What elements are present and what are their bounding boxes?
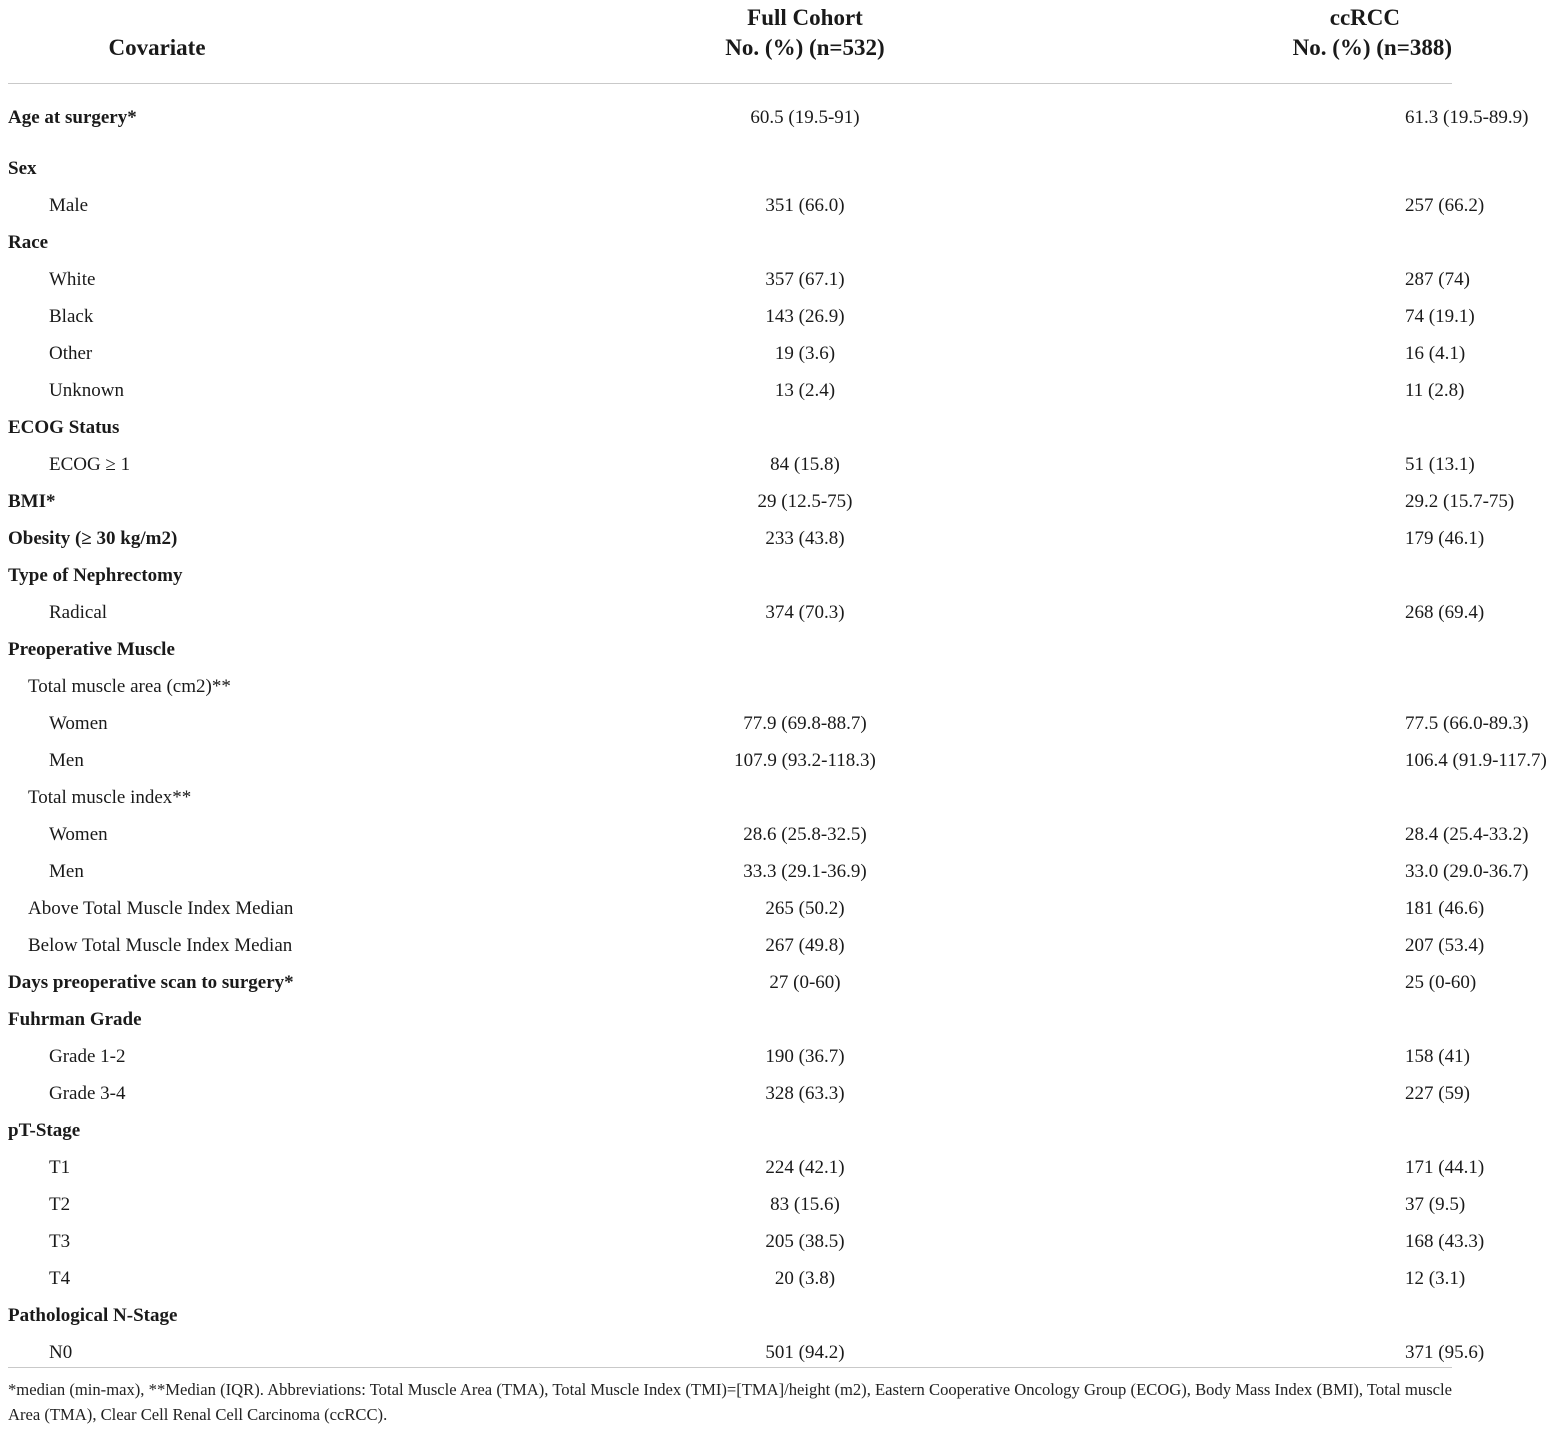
- covariate-cell: T3: [49, 1230, 71, 1252]
- header-ccrcc-title: ccRCC: [1329, 5, 1400, 30]
- ccrcc-cell: [1018, 1075, 1470, 1112]
- full-cohort-value: 33.3 (29.1-36.9): [743, 860, 867, 882]
- covariate-cell: Men: [49, 749, 84, 771]
- ccrcc-value: 181 (46.6): [1405, 897, 1485, 919]
- ccrcc-cell: [1018, 705, 1529, 742]
- full-cohort-value: 27 (0-60): [769, 971, 841, 993]
- covariate-cell: Age at surgery*: [8, 107, 137, 128]
- covariate-cell: Women: [49, 712, 108, 734]
- table-row: [8, 187, 1452, 224]
- ccrcc-cell: [1018, 1149, 1485, 1186]
- covariate-cell: Obesity (≥ 30 kg/m2): [8, 527, 178, 549]
- header-full-cohort-title: Full Cohort: [747, 5, 863, 30]
- header-full-cohort-subtitle: No. (%) (n=532): [725, 35, 885, 60]
- table-row: [8, 1186, 1452, 1223]
- full-cohort-value: 267 (49.8): [765, 934, 845, 956]
- ccrcc-value: 179 (46.1): [1405, 527, 1485, 549]
- covariate-cell: Grade 1-2: [49, 1045, 126, 1067]
- table-row: [8, 520, 1452, 557]
- table-row: [8, 890, 1452, 927]
- full-cohort-value: 29 (12.5-75): [757, 490, 853, 512]
- full-cohort-cell: [468, 557, 1018, 594]
- ccrcc-cell: [1018, 779, 1452, 816]
- covariate-cell: Black: [49, 305, 94, 327]
- covariate-cell: T4: [49, 1267, 71, 1289]
- full-cohort-value: 351 (66.0): [765, 194, 845, 216]
- full-cohort-cell: [468, 1223, 1018, 1260]
- table-row: [8, 816, 1452, 853]
- covariate-cell: Men: [49, 860, 84, 882]
- table-row: [8, 261, 1452, 298]
- ccrcc-cell: [1018, 335, 1466, 372]
- table-row: [8, 1149, 1452, 1186]
- full-cohort-value: 83 (15.6): [770, 1193, 840, 1215]
- covariate-cell: Fuhrman Grade: [8, 1008, 142, 1030]
- table-row: [8, 84, 1452, 151]
- header-row: [8, 0, 1452, 84]
- table-row: [8, 964, 1452, 1001]
- covariate-cell: T1: [49, 1156, 71, 1178]
- full-cohort-cell: [468, 964, 1018, 1001]
- table-body: [8, 84, 1547, 1373]
- header-covariate: [8, 0, 468, 84]
- ccrcc-cell: [1018, 1001, 1452, 1038]
- full-cohort-value: 28.6 (25.8-32.5): [743, 823, 867, 845]
- full-cohort-value: 60.5 (19.5-91): [750, 107, 860, 128]
- full-cohort-value: 77.9 (69.8-88.7): [743, 712, 867, 734]
- ccrcc-cell: [1018, 927, 1485, 964]
- full-cohort-cell: [468, 1038, 1018, 1075]
- ccrcc-value: 37 (9.5): [1405, 1193, 1466, 1215]
- ccrcc-value: 158 (41): [1405, 1045, 1470, 1067]
- table-row: [8, 631, 1452, 668]
- full-cohort-cell: [468, 446, 1018, 483]
- ccrcc-cell: [1018, 853, 1529, 890]
- table-row: [8, 1223, 1452, 1260]
- full-cohort-cell: [468, 150, 1018, 187]
- full-cohort-cell: [468, 261, 1018, 298]
- covariate-cell: Type of Nephrectomy: [8, 564, 183, 586]
- ccrcc-cell: [1018, 1038, 1470, 1075]
- covariate-cell: Radical: [49, 601, 108, 623]
- covariate-cell: Race: [8, 231, 49, 253]
- ccrcc-value: 25 (0-60): [1405, 971, 1477, 993]
- ccrcc-cell: [1018, 1297, 1452, 1334]
- ccrcc-value: 168 (43.3): [1405, 1230, 1485, 1252]
- table-row: [8, 705, 1452, 742]
- full-cohort-cell: [468, 483, 1018, 520]
- full-cohort-cell: [468, 668, 1018, 705]
- ccrcc-value: 77.5 (66.0-89.3): [1405, 712, 1529, 734]
- full-cohort-value: 84 (15.8): [770, 453, 840, 475]
- full-cohort-value: 20 (3.8): [774, 1267, 836, 1289]
- ccrcc-cell: [1018, 816, 1529, 853]
- ccrcc-cell: [1018, 1260, 1466, 1297]
- full-cohort-value: 190 (36.7): [765, 1045, 845, 1067]
- header-ccrcc-subtitle: No. (%) (n=388): [1292, 35, 1452, 60]
- full-cohort-cell: [468, 705, 1018, 742]
- full-cohort-cell: [468, 520, 1018, 557]
- covariate-cell: Pathological N-Stage: [8, 1304, 178, 1326]
- full-cohort-cell: [468, 853, 1018, 890]
- ccrcc-value: 227 (59): [1405, 1082, 1470, 1104]
- full-cohort-cell: [468, 779, 1018, 816]
- covariate-cell: Grade 3-4: [49, 1082, 126, 1104]
- ccrcc-cell: [1018, 594, 1485, 631]
- covariate-table-container: [8, 0, 1547, 1372]
- ccrcc-value: 287 (74): [1405, 268, 1470, 290]
- ccrcc-cell: [1018, 742, 1547, 779]
- full-cohort-cell: [468, 84, 1018, 151]
- full-cohort-value: 143 (26.9): [765, 305, 845, 327]
- full-cohort-value: 224 (42.1): [765, 1156, 845, 1178]
- full-cohort-value: 374 (70.3): [765, 601, 845, 623]
- full-cohort-value: 357 (67.1): [765, 268, 845, 290]
- table-row: [8, 1001, 1452, 1038]
- table-row: [8, 742, 1452, 779]
- header-full-cohort: [468, 0, 1018, 84]
- full-cohort-cell: [468, 1186, 1018, 1223]
- full-cohort-cell: [468, 927, 1018, 964]
- full-cohort-cell: [468, 890, 1018, 927]
- covariate-table: [8, 0, 1547, 1372]
- ccrcc-cell: [1018, 631, 1452, 668]
- full-cohort-value: 233 (43.8): [765, 527, 845, 549]
- table-row: [8, 150, 1452, 187]
- full-cohort-value: 265 (50.2): [765, 897, 845, 919]
- ccrcc-value: 268 (69.4): [1405, 601, 1485, 623]
- table-row: [8, 1112, 1452, 1149]
- ccrcc-value: 16 (4.1): [1405, 342, 1466, 364]
- ccrcc-cell: [1018, 890, 1485, 927]
- covariate-cell: N0: [49, 1342, 73, 1363]
- table-row: [8, 1297, 1452, 1334]
- table-row: [8, 372, 1452, 409]
- full-cohort-value: 13 (2.4): [774, 379, 836, 401]
- full-cohort-cell: [468, 224, 1018, 261]
- header-ccrcc: [1018, 0, 1452, 84]
- covariate-cell: Women: [49, 823, 108, 845]
- table-row: [8, 335, 1452, 372]
- ccrcc-cell: [1018, 298, 1475, 335]
- ccrcc-cell: [1018, 1186, 1466, 1223]
- table-row: [8, 1038, 1452, 1075]
- full-cohort-cell: [468, 409, 1018, 446]
- full-cohort-cell: [468, 594, 1018, 631]
- full-cohort-value: 107.9 (93.2-118.3): [734, 749, 876, 771]
- covariate-cell: Sex: [8, 157, 37, 179]
- ccrcc-value: 61.3 (19.5-89.9): [1405, 107, 1529, 128]
- ccrcc-value: 51 (13.1): [1405, 453, 1475, 475]
- full-cohort-value: 19 (3.6): [774, 342, 836, 364]
- ccrcc-cell: [1018, 1223, 1485, 1260]
- full-cohort-value: 205 (38.5): [765, 1230, 845, 1252]
- table-row: [8, 927, 1452, 964]
- ccrcc-value: 207 (53.4): [1405, 934, 1485, 956]
- full-cohort-cell: [468, 1112, 1018, 1149]
- ccrcc-value: 29.2 (15.7-75): [1405, 490, 1515, 512]
- covariate-cell: Unknown: [49, 379, 124, 401]
- ccrcc-value: 74 (19.1): [1405, 305, 1475, 327]
- table-row: [8, 853, 1452, 890]
- ccrcc-value: 33.0 (29.0-36.7): [1405, 860, 1529, 882]
- ccrcc-cell: [1018, 446, 1475, 483]
- ccrcc-cell: [1018, 409, 1452, 446]
- ccrcc-cell: [1018, 224, 1452, 261]
- full-cohort-cell: [468, 298, 1018, 335]
- ccrcc-cell: [1018, 372, 1465, 409]
- ccrcc-value: 11 (2.8): [1405, 379, 1465, 401]
- ccrcc-value: 106.4 (91.9-117.7): [1405, 749, 1547, 771]
- table-row: [8, 298, 1452, 335]
- ccrcc-cell: [1018, 84, 1529, 151]
- covariate-cell: Total muscle index**: [28, 786, 192, 808]
- full-cohort-cell: [468, 1149, 1018, 1186]
- covariate-cell: Above Total Muscle Index Median: [28, 897, 294, 919]
- table-row: [8, 594, 1452, 631]
- full-cohort-cell: [468, 631, 1018, 668]
- ccrcc-cell: [1018, 964, 1477, 1001]
- ccrcc-cell: [1018, 483, 1515, 520]
- full-cohort-cell: [468, 372, 1018, 409]
- table-row: [8, 483, 1452, 520]
- table-row: [8, 224, 1452, 261]
- ccrcc-cell: [1018, 187, 1485, 224]
- table-row: [8, 779, 1452, 816]
- covariate-cell: Days preoperative scan to surgery*: [8, 971, 294, 993]
- covariate-cell: White: [49, 268, 96, 290]
- full-cohort-value: 328 (63.3): [765, 1082, 845, 1104]
- ccrcc-value: 28.4 (25.4-33.2): [1405, 823, 1529, 845]
- ccrcc-cell: [1018, 150, 1452, 187]
- covariate-cell: Below Total Muscle Index Median: [28, 934, 293, 956]
- covariate-cell: Male: [49, 194, 89, 216]
- table-footnote: *median (min-max), **Median (IQR). Abbreviations: Total Muscle Area (TMA), Total Muscle Index (TMI)=[TMA]/height (m2), Eastern Cooperative Oncology Group (ECOG), Body Mass Index (BMI), Total muscle Area (TMA), Clear Cell Renal Cell Carcinoma (ccRCC).: [8, 1367, 1452, 1427]
- table-row: [8, 668, 1452, 705]
- full-cohort-cell: [468, 1075, 1018, 1112]
- ccrcc-cell: [1018, 520, 1485, 557]
- ccrcc-cell: [1018, 557, 1452, 594]
- covariate-cell: T2: [49, 1193, 71, 1215]
- covariate-cell: BMI*: [8, 490, 56, 512]
- full-cohort-cell: [468, 1297, 1018, 1334]
- full-cohort-cell: [468, 1260, 1018, 1297]
- covariate-cell: ECOG Status: [8, 416, 120, 438]
- table-row: [8, 446, 1452, 483]
- ccrcc-value: 371 (95.6): [1405, 1342, 1485, 1363]
- table-row: [8, 557, 1452, 594]
- table-row: [8, 1260, 1452, 1297]
- full-cohort-cell: [468, 742, 1018, 779]
- table-row: [8, 409, 1452, 446]
- covariate-cell: Total muscle area (cm2)**: [28, 675, 231, 697]
- covariate-cell: Other: [49, 342, 93, 364]
- full-cohort-cell: [468, 335, 1018, 372]
- covariate-cell: Preoperative Muscle: [8, 638, 175, 660]
- covariate-cell: pT-Stage: [8, 1119, 81, 1141]
- table-header: [8, 0, 1452, 84]
- ccrcc-value: 257 (66.2): [1405, 194, 1485, 216]
- ccrcc-value: 12 (3.1): [1405, 1267, 1466, 1289]
- full-cohort-value: 501 (94.2): [765, 1342, 845, 1363]
- ccrcc-cell: [1018, 668, 1452, 705]
- ccrcc-cell: [1018, 1112, 1452, 1149]
- full-cohort-cell: [468, 816, 1018, 853]
- full-cohort-cell: [468, 187, 1018, 224]
- header-covariate-label: Covariate: [108, 35, 206, 60]
- covariate-cell: ECOG ≥ 1: [49, 453, 131, 475]
- table-row: [8, 1075, 1452, 1112]
- ccrcc-value: 171 (44.1): [1405, 1156, 1485, 1178]
- ccrcc-cell: [1018, 261, 1470, 298]
- full-cohort-cell: [468, 1001, 1018, 1038]
